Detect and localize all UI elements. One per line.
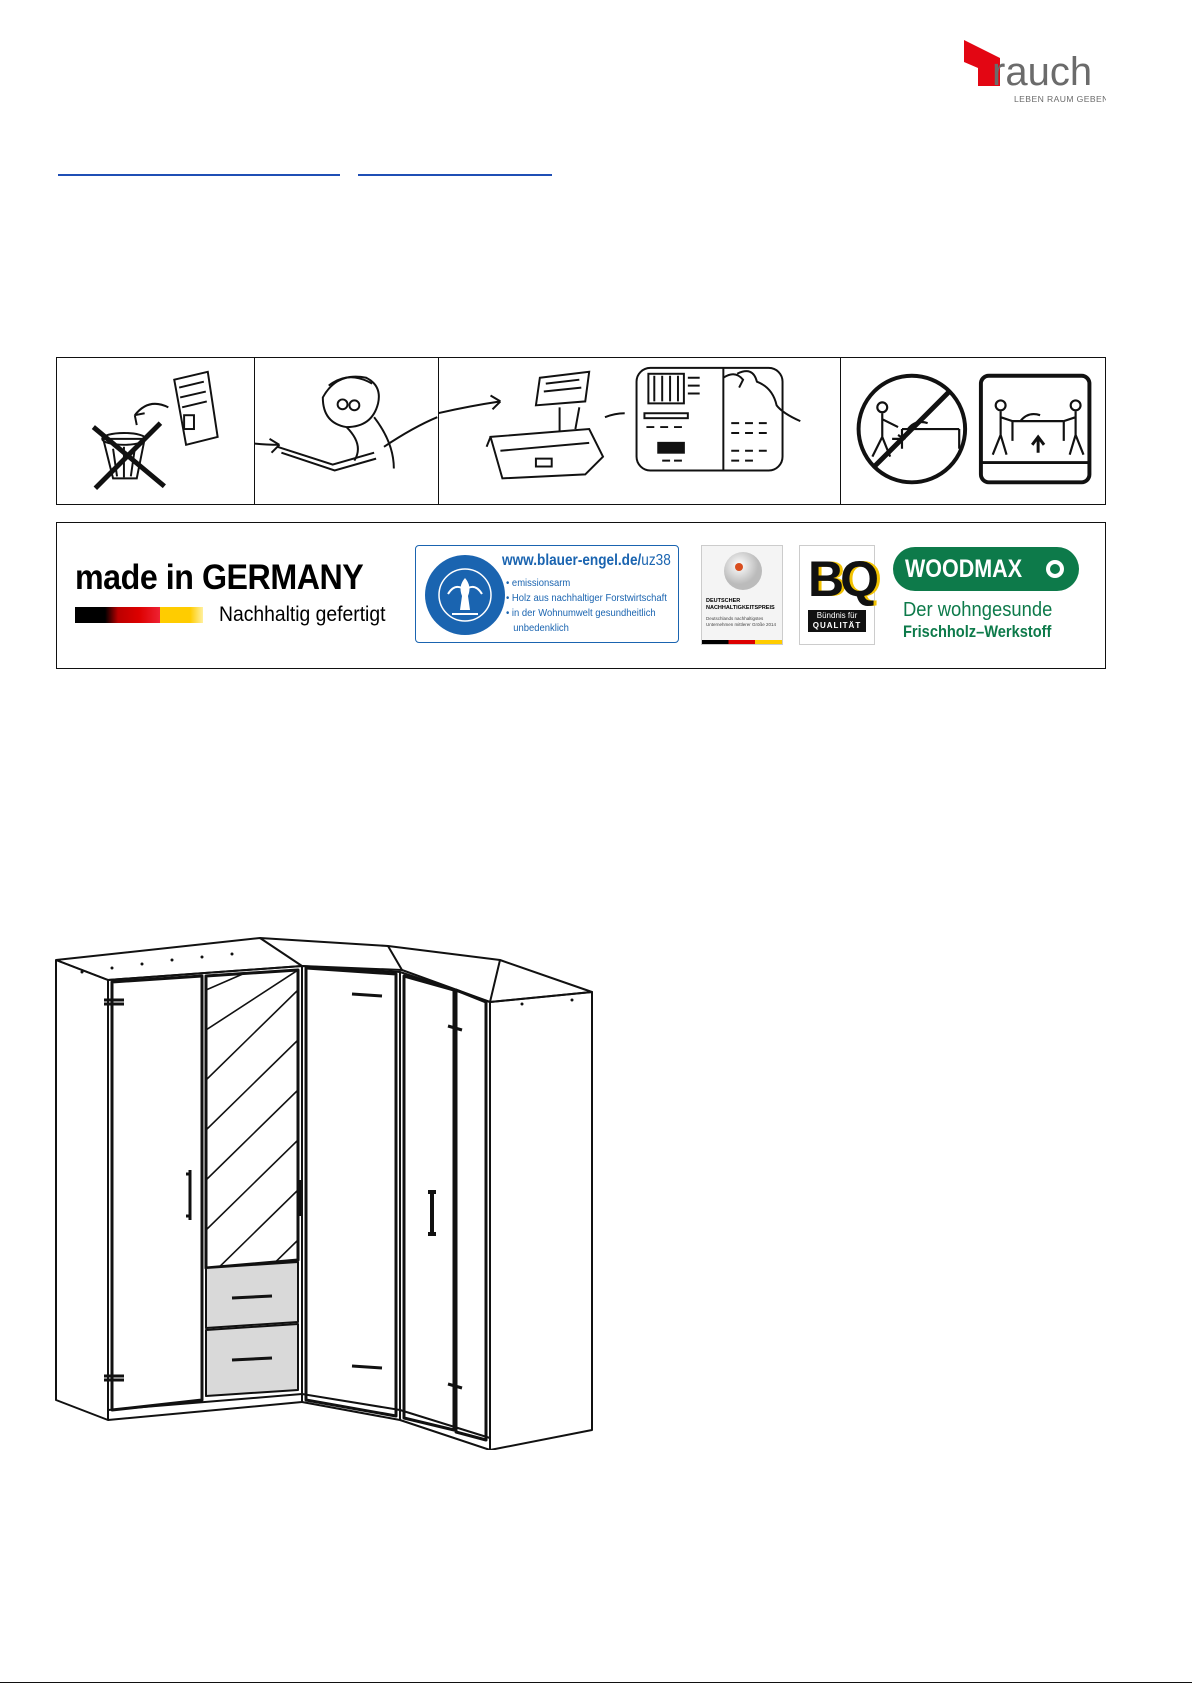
award-sub-1: Deutschlands nachhaltigstes bbox=[706, 616, 764, 621]
bq-mark: BQ bbox=[808, 551, 875, 607]
blauer-engel-url bbox=[502, 552, 671, 570]
pictogram-do-not-discard bbox=[57, 358, 255, 504]
link-2[interactable] bbox=[358, 154, 552, 176]
blauer-engel-seal bbox=[424, 554, 506, 636]
woodmax-line-1: Der wohngesunde bbox=[903, 599, 1053, 621]
blauer-engel-url-suffix: uz38 bbox=[641, 552, 671, 569]
made-in-germany-title: made in GERMANY bbox=[75, 558, 364, 597]
bq-sub-1: Bündnis für bbox=[816, 611, 858, 620]
blauer-engel-bullet-2: • Holz aus nachhaltiger Forstwirtschaft bbox=[506, 592, 667, 604]
blauer-engel-url-main: www.blauer-engel.de/ bbox=[502, 552, 642, 569]
logo-tagline: LEBEN RAUM GEBEN bbox=[1014, 94, 1106, 104]
woodmax-badge bbox=[893, 547, 1089, 647]
made-in-germany-badge bbox=[75, 559, 395, 629]
pictogram-lift-do-not-push bbox=[841, 358, 1107, 504]
blauer-engel-bullets bbox=[506, 576, 667, 636]
logo-wordmark: rauch bbox=[992, 50, 1093, 94]
blauer-engel-bullet-4: unbedenklich bbox=[513, 622, 569, 634]
award-sub-2: Unternehmen mittlerer Größe 2014 bbox=[706, 622, 777, 627]
woodmax-brand: WOODMAX bbox=[905, 555, 1023, 583]
instruction-pictograms bbox=[56, 357, 1106, 505]
award-title-1: DEUTSCHER bbox=[706, 598, 741, 604]
award-flag-stripe bbox=[702, 640, 782, 644]
blauer-engel-bullet-3: • in der Wohnumwelt gesundheitlich bbox=[506, 607, 656, 619]
woodmax-gear-icon bbox=[1043, 557, 1067, 581]
certifications-banner bbox=[56, 522, 1106, 669]
woodmax-line-2: Frischholz–Werkstoff bbox=[903, 622, 1052, 641]
drawer-1 bbox=[206, 1262, 298, 1328]
made-in-germany-subtitle: Nachhaltig gefertigt bbox=[219, 603, 386, 626]
nachhaltigkeitspreis-badge bbox=[701, 545, 783, 645]
award-sphere-icon bbox=[722, 550, 764, 592]
pictogram-read-instructions bbox=[255, 358, 439, 504]
blauer-engel-bullet-1: • emissionsarm bbox=[506, 577, 571, 589]
rauch-logo bbox=[962, 38, 1106, 106]
bq-sub-2: QUALITÄT bbox=[812, 621, 862, 630]
bq-badge bbox=[799, 545, 875, 645]
page-bottom-rule bbox=[0, 1682, 1192, 1683]
corner-wardrobe-drawing bbox=[52, 930, 604, 1450]
german-flag-stripe bbox=[75, 607, 203, 623]
award-title-2: NACHHALTIGKEITSPREIS bbox=[706, 605, 775, 611]
link-1[interactable] bbox=[58, 154, 340, 176]
blauer-engel-badge bbox=[415, 545, 679, 643]
pictogram-keep-parts bbox=[439, 358, 841, 504]
